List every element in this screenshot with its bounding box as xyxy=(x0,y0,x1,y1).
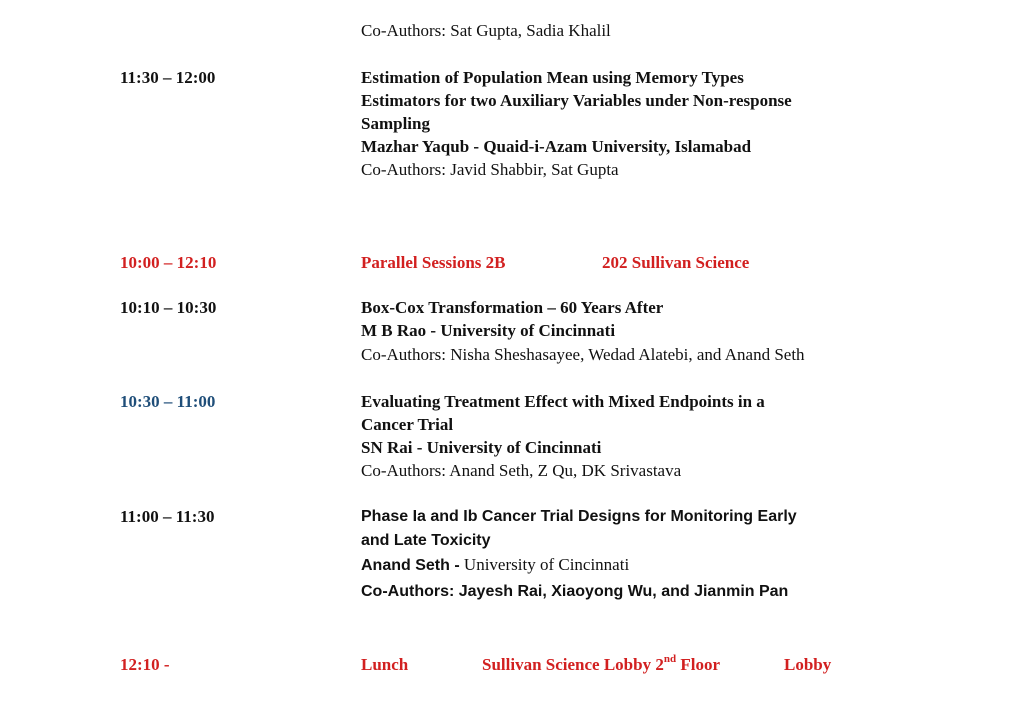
talk2-time: 10:10 – 10:30 xyxy=(120,298,217,317)
talk2-coauthors: Co-Authors: Nisha Sheshasayee, Wedad Alatebi, and Anand Seth xyxy=(361,345,805,364)
talk4-coauthors: Co-Authors: Jayesh Rai, Xiaoyong Wu, and Jianmin Pan xyxy=(361,583,789,600)
lunch-label: Lunch xyxy=(361,655,409,674)
talk3-title-line1: Evaluating Treatment Effect with Mixed Endpoints in a xyxy=(361,392,765,411)
talk4-speaker-affiliation: University of Cincinnati xyxy=(459,555,630,574)
top-coauthors: Co-Authors: Sat Gupta, Sadia Khalil xyxy=(361,21,611,40)
talk3-time: 10:30 – 11:00 xyxy=(120,392,216,411)
lunch-location xyxy=(482,654,720,676)
talk2-speaker: M B Rao - University of Cincinnati xyxy=(361,321,616,340)
session-time: 10:00 – 12:10 xyxy=(120,253,217,272)
talk1-title-line1: Estimation of Population Mean using Memory Types xyxy=(361,68,744,87)
talk1-speaker: Mazhar Yaqub - Quaid-i-Azam University, Islamabad xyxy=(361,137,752,156)
session-room: 202 Sullivan Science xyxy=(602,253,750,272)
talk4-title-line1: Phase Ia and Ib Cancer Trial Designs for Monitoring Early xyxy=(361,508,797,525)
lunch-location-floor: Floor xyxy=(676,655,721,674)
talk4-time: 11:00 – 11:30 xyxy=(120,507,215,526)
talk1-coauthors: Co-Authors: Javid Shabbir, Sat Gupta xyxy=(361,160,619,179)
talk4-speaker-name: Anand Seth - xyxy=(361,557,460,574)
talk4-speaker xyxy=(361,554,629,577)
session-name: Parallel Sessions 2B xyxy=(361,253,506,272)
lunch-location-ordinal: nd xyxy=(663,653,677,666)
lunch-location-extra: Lobby xyxy=(784,655,832,674)
talk1-title-line2: Estimators for two Auxiliary Variables under Non-response xyxy=(361,91,792,110)
talk1-title-line3: Sampling xyxy=(361,114,430,133)
talk3-coauthors: Co-Authors: Anand Seth, Z Qu, DK Srivastava xyxy=(361,461,682,480)
lunch-location-main: Sullivan Science Lobby 2 xyxy=(482,655,664,674)
talk1-time: 11:30 – 12:00 xyxy=(120,68,216,87)
lunch-time: 12:10 - xyxy=(120,655,170,674)
talk4-title-line2: and Late Toxicity xyxy=(361,532,491,549)
talk2-title: Box-Cox Transformation – 60 Years After xyxy=(361,298,664,317)
talk3-speaker: SN Rai - University of Cincinnati xyxy=(361,438,602,457)
talk3-title-line2: Cancer Trial xyxy=(361,415,454,434)
